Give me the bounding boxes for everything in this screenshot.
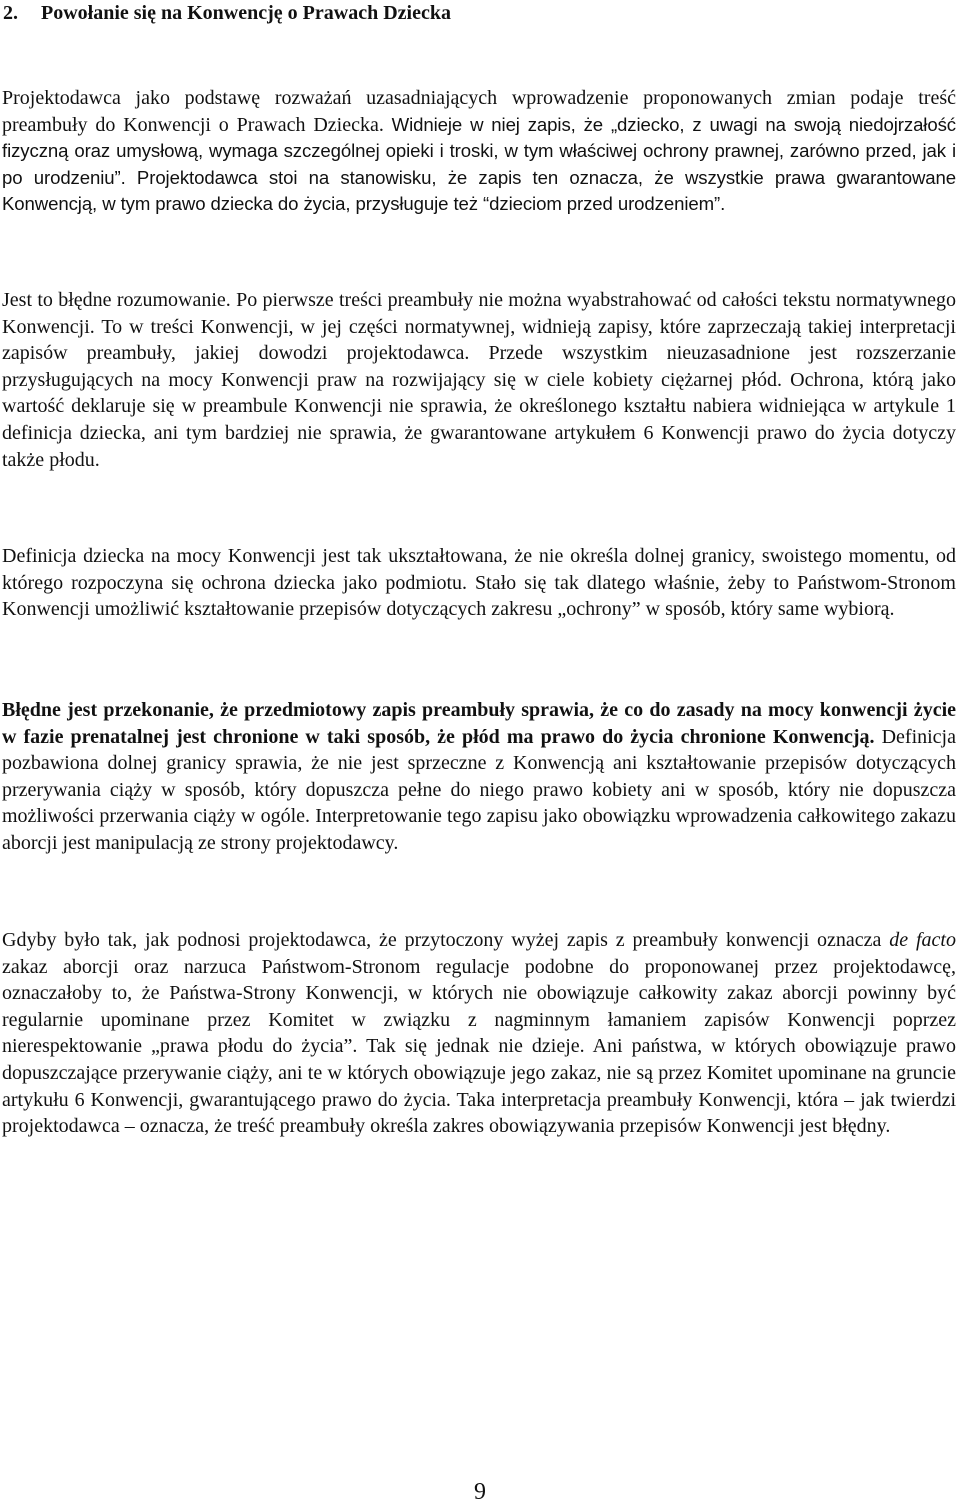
paragraph-4 (2, 697, 956, 857)
paragraph-2 (2, 287, 956, 473)
section-heading (3, 0, 451, 26)
paragraph-3-text: Definicja dziecka na mocy Konwencji jest tak ukształtowana, że nie określa dolnej granicy, swoistego momentu, od którego rozpoczyna się ochrona dziecka jako podmiotu. Stało się tak dlatego właśnie, żeby to Państwom-Stronom Konwencji umożliwić kształtowanie przepisów dotyczących zakresu „ochrony” w sposób, który same wybiorą. (2, 545, 956, 621)
paragraph-5-italic-text: de facto (889, 929, 956, 951)
page-number: 9 (474, 1479, 486, 1505)
section-number: 2. (3, 2, 18, 24)
paragraph-3 (2, 543, 956, 623)
paragraph-1 (2, 85, 956, 218)
paragraph-1-text-b: Widnieje w niej zapis, że „dziecko, z uwagi na swoją niedojrzałość fizyczną oraz umysłową, wymaga szczególnej opieki i troski, w tym właściwej ochrony prawnej, zarówno przed, jak i po urodzeniu”. Projektodawca stoi na stanowisku, że zapis ten oznacza, że wszystkie prawa gwarantowane Konwencją, w tym prawo dziecka do życia, przysługuje też “dzieciom przed urodzeniem”. (2, 113, 956, 215)
paragraph-5-text-b: zakaz aborcji oraz narzuca Państwom-Stronom regulacje podobne do proponowanej przez projektodawcę, oznaczałoby to, że Państwa-Strony Konwencji, w których nie obowiązuje całkowity zakaz aborcji powinny być regularnie upominane przez Komitet w związku z nagminnym łamaniem zapisów Konwencji poprzez nierespektowanie „prawa płodu do życia”. Tak się jednak nie dzieje. Ani państwa, w których obowiązuje prawo dopuszczające przerywanie ciąży, ani te w których obowiązuje jego zakaz, nie są przez Komitet upominane na gruncie artykułu 6 Konwencji, gwarantującego prawo do życia. Taka interpretacja preambuły Konwencji, która – jak twierdzi projektodawca – oznacza, że treść preambuły określa zakres obowiązywania przepisów Konwencji jest błędny. (2, 955, 956, 1138)
paragraph-4-bold-text: Błędne jest przekonanie, że przedmiotowy zapis preambuły sprawia, że co do zasady na mocy konwencji życie w fazie prenatalnej jest chronione w taki sposób, że płód ma prawo do życia chronione Konwencją. (2, 699, 956, 748)
paragraph-2-text: Jest to błędne rozumowanie. Po pierwsze treści preambuły nie można wyabstrahować od całości tekstu normatywnego Konwencji. To w treści Konwencji, w jej części normatywnej, widnieją zapisy, które zaprzeczają takiej interpretacji zapisów preambuły, jakiej dowodzi projektodawca. Przede wszystkim nieuzasadnione jest rozszerzanie przysługujących na mocy Konwencji praw na rozwijający się w ciele kobiety ciężarnej płód. Ochrona, którą jako wartość deklaruje się w preambule Konwencji nie sprawia, że określonego kształtu nabiera widniejąca w artykule 1 definicja dziecka, ani tym bardziej nie sprawia, że gwarantowane artykułem 6 Konwencji prawo do życia dotyczy także płodu. (2, 289, 956, 471)
section-title: Powołanie się na Konwencję o Prawach Dziecka (41, 2, 451, 24)
paragraph-5 (2, 927, 956, 1140)
paragraph-4-text: Definicja pozbawiona dolnej granicy sprawia, że nie jest sprzeczne z Konwencją ani kształtowanie przepisów dotyczących przerywania ciąży w sposób, który dopuszcza pełne do niego prawo kobiety ani w sposób, który nie dopuszcza możliwości przerwania ciąży w ogóle. Interpretowanie tego zapisu jako obowiązku wprowadzenia całkowitego zakazu aborcji jest manipulacją ze strony projektodawcy. (2, 725, 956, 854)
paragraph-5-text-a: Gdyby było tak, jak podnosi projektodawca, że przytoczony wyżej zapis z preambuły konwencji oznacza (2, 929, 890, 951)
paragraph-1-text-a: Projektodawca jako podstawę rozważań uzasadniających wprowadzenie proponowanych zmian podaje treść preambuły do Konwencji o Prawach Dziecka. (2, 87, 956, 136)
